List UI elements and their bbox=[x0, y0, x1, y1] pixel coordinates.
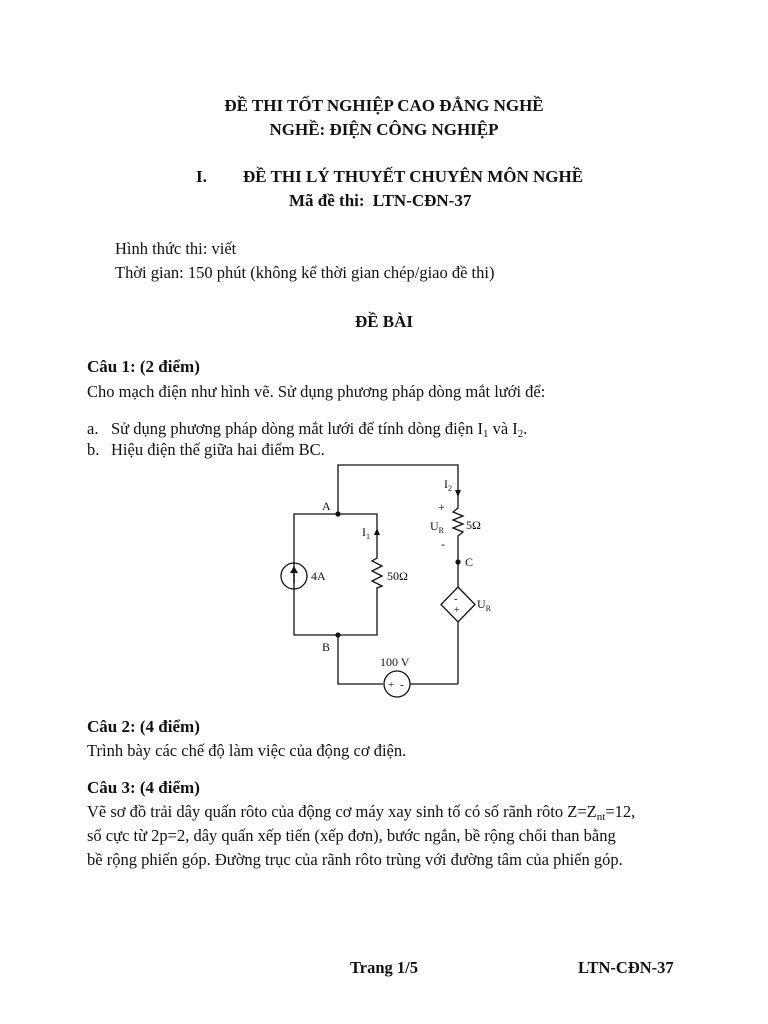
question-3-heading: Câu 3: (4 điểm) bbox=[87, 778, 200, 797]
current-source-arrow-icon bbox=[290, 566, 298, 583]
i2-label: $I_2$ bbox=[444, 477, 452, 493]
i1-arrow-icon bbox=[374, 528, 380, 535]
r2-label: 5Ω bbox=[466, 518, 481, 532]
resistor-50-ohm bbox=[372, 555, 382, 590]
question-2-text: Trình bày các chế độ làm việc của động cơ điện. bbox=[87, 741, 407, 760]
problem-heading: ĐỀ BÀI bbox=[354, 312, 414, 331]
exam-duration: Thời gian: 150 phút (không kể thời gian chép/giao đề thi) bbox=[115, 263, 495, 282]
question-3-line-3: bề rộng phiến góp. Đường trục của rãnh rôto trùng với đường tâm của phiến góp. bbox=[87, 850, 623, 869]
r1-label: 50Ω bbox=[387, 569, 408, 583]
exam-code-value: LTN-CĐN-37 bbox=[372, 191, 472, 210]
dep-source-minus-sign: - bbox=[454, 594, 458, 605]
exam-title: ĐỀ THI TỐT NGHIỆP CAO ĐẲNG NGHỀ bbox=[224, 96, 544, 115]
voltage-source-plus-sign: + bbox=[388, 679, 395, 691]
ur-minus-sign: - bbox=[441, 537, 445, 551]
question-2-heading: Câu 2: (4 điểm) bbox=[87, 717, 200, 736]
section-number: I. bbox=[196, 167, 207, 186]
question-1-part-a: Sử dụng phương pháp dòng mắt lưới để tính dòng điện $I_1$ và $I_2$. bbox=[111, 419, 528, 440]
question-1-part-b-label: b. bbox=[87, 440, 100, 459]
voltage-source-label: 100 V bbox=[380, 655, 410, 669]
exam-code-label: Mã đề thi: bbox=[289, 191, 365, 210]
question-1-part-a-label: a. bbox=[87, 419, 99, 438]
current-source-label: 4A bbox=[311, 569, 326, 583]
dep-source-label: $U_R$ bbox=[477, 597, 492, 613]
question-3-line-2: số cực từ 2p=2, dây quấn xếp tiến (xếp đơn), bước ngắn, bề rộng chổi than bằng bbox=[87, 826, 616, 845]
question-1-intro: Cho mạch điện như hình vẽ. Sử dụng phương pháp dòng mắt lưới để: bbox=[87, 382, 546, 401]
bottom-left-wire bbox=[338, 635, 383, 684]
section-title: ĐỀ THI LÝ THUYẾT CHUYÊN MÔN NGHỀ bbox=[243, 167, 584, 186]
node-b-label: B bbox=[322, 640, 331, 654]
node-b-dot bbox=[335, 632, 340, 637]
node-c-label: C bbox=[465, 555, 474, 569]
footer-exam-code: LTN-CĐN-37 bbox=[578, 958, 674, 977]
node-a-dot bbox=[335, 511, 340, 516]
node-a-label: A bbox=[322, 499, 331, 513]
question-3-line-1: Vẽ sơ đồ trải dây quấn rôto của động cơ máy xay sinh tố có số rãnh rôto $Z=Z_{nt}=12$, bbox=[87, 802, 636, 823]
ur-label: $U_R$ bbox=[430, 519, 445, 535]
node-c-dot bbox=[455, 559, 460, 564]
trade-title: NGHỀ: ĐIỆN CÔNG NGHIỆP bbox=[269, 120, 499, 139]
i2-arrow-icon bbox=[455, 490, 461, 497]
question-1-part-b: Hiệu điện thế giữa hai điểm BC. bbox=[111, 440, 325, 459]
i1-label: $I_1$ bbox=[362, 525, 370, 541]
resistor-5-ohm bbox=[453, 503, 463, 543]
exam-form: Hình thức thi: viết bbox=[115, 239, 237, 258]
left-mesh-top-right-wire bbox=[338, 514, 377, 555]
question-1-heading: Câu 1: (2 điểm) bbox=[87, 357, 200, 376]
voltage-source-minus-sign: - bbox=[400, 679, 404, 691]
left-mesh-bottom-right-wire bbox=[338, 590, 377, 635]
dep-source-plus-sign: + bbox=[454, 605, 460, 616]
footer-page-number: Trang 1/5 bbox=[350, 958, 418, 977]
ur-plus-sign: + bbox=[438, 500, 445, 514]
